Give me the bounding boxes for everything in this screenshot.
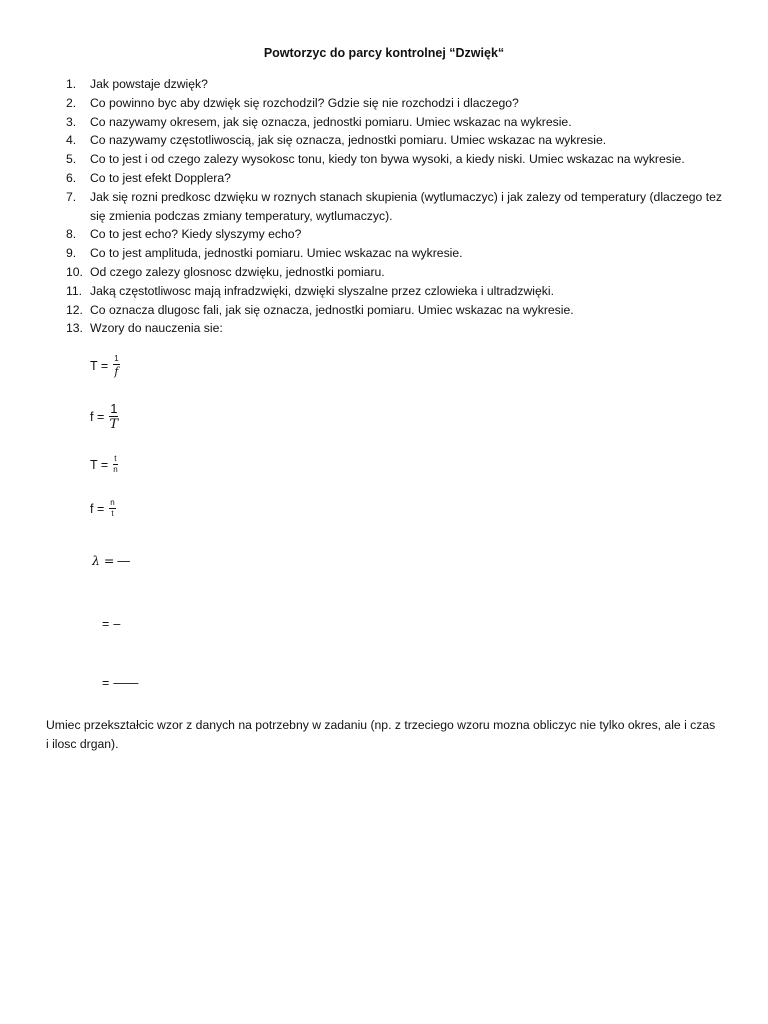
- list-item: [48, 150, 728, 169]
- list-item: [48, 113, 728, 132]
- item-text: Co to jest i od czego zalezy wysokosc tonu, kiedy ton bywa wysoki, a kiedy niski. Umiec wskazac na wykresie.: [90, 152, 685, 167]
- formula-rhs: –: [113, 617, 121, 631]
- numerator: 1: [114, 354, 119, 363]
- item-number: 11.: [66, 283, 83, 298]
- list-item: [48, 169, 728, 188]
- formula-rhs: —: [117, 553, 130, 568]
- numerator: 1: [110, 401, 118, 416]
- list-item: [48, 188, 728, 226]
- item-text: Od czego zalezy glosnosc dzwięku, jednostki pomiaru.: [90, 264, 385, 279]
- item-number: 12.: [66, 302, 83, 317]
- formula-period-time: [90, 455, 118, 474]
- denominator: t: [111, 509, 114, 518]
- list-item: [48, 319, 728, 338]
- denominator: T: [109, 417, 119, 432]
- list-item: [48, 225, 728, 244]
- formula-lhs: =: [102, 676, 110, 690]
- item-number: 4.: [66, 133, 77, 148]
- formula-line-7: [102, 676, 138, 690]
- item-number: 9.: [66, 246, 77, 261]
- item-text: Jak się rozni predkosc dzwięku w roznych stanach skupienia (wytlumaczyc) i jak zalezy od temperatury (dlaczego tez się zmienia podczas zmiany temperatury, wytlumaczyc).: [90, 189, 722, 223]
- formula-wavelength: [92, 553, 130, 568]
- item-number: 8.: [66, 227, 77, 242]
- formula-frequency-count: [90, 499, 116, 518]
- list-item: [48, 301, 728, 320]
- item-text: Jak powstaje dzwięk?: [90, 77, 208, 91]
- fraction: [113, 355, 119, 377]
- numerator: t: [114, 454, 117, 463]
- formula-lhs: λ =: [92, 553, 115, 568]
- item-number: 3.: [66, 114, 77, 129]
- item-text: Co powinno byc aby dzwięk się rozchodzil? Gdzie się nie rozchodzi i dlaczego?: [90, 95, 519, 110]
- item-text: Co to jest efekt Dopplera?: [90, 170, 231, 185]
- item-number: 7.: [66, 189, 77, 204]
- formula-lhs: T =: [90, 359, 109, 373]
- list-item: [48, 244, 728, 263]
- formula-lhs: =: [102, 617, 110, 631]
- item-text: Jaką częstotliwosc mają infradzwięki, dzwięki slyszalne przez czlowieka i ultradzwięki.: [90, 283, 554, 298]
- formula-frequency-period: [90, 402, 118, 431]
- formula-lhs: f =: [90, 501, 105, 516]
- formula-period-frequency: [90, 355, 120, 377]
- question-list: [48, 75, 728, 338]
- item-text: Wzory do nauczenia sie:: [90, 321, 223, 336]
- list-item: [48, 282, 728, 301]
- item-text: Co nazywamy częstotliwoscią, jak się oznacza, jednostki pomiaru. Umiec wskazac na wykresie.: [90, 133, 607, 148]
- item-text: Co to jest echo? Kiedy slyszymy echo?: [90, 227, 302, 242]
- fraction: [109, 402, 118, 431]
- footer-note: Umiec przekształcic wzor z danych na potrzebny w zadaniu (np. z trzeciego wzoru mozna obliczyc nie tylko okres, ale i czas i ilosc drgan).: [46, 718, 716, 751]
- denominator: f: [114, 365, 119, 378]
- item-text: Co nazywamy okresem, jak się oznacza, jednostki pomiaru. Umiec wskazac na wykresie.: [90, 114, 572, 129]
- list-item: [48, 94, 728, 113]
- fraction: [113, 455, 117, 474]
- fraction: [109, 499, 115, 518]
- item-text: Co to jest amplituda, jednostki pomiaru. Umiec wskazac na wykresie.: [90, 246, 463, 261]
- item-number: 6.: [66, 170, 77, 185]
- item-number: 1.: [66, 77, 77, 91]
- list-item: [48, 131, 728, 150]
- item-number: 2.: [66, 95, 77, 110]
- item-text: Co oznacza dlugosc fali, jak się oznacza, jednostki pomiaru. Umiec wskazac na wykresie.: [90, 302, 574, 317]
- denominator: n: [113, 465, 118, 474]
- item-number: 5.: [66, 152, 77, 167]
- list-item: [48, 263, 728, 282]
- formula-lhs: f =: [90, 409, 105, 424]
- list-item: [48, 75, 728, 94]
- item-number: 10.: [66, 264, 83, 279]
- numerator: n: [110, 498, 115, 507]
- formula-lhs: T =: [90, 457, 109, 472]
- formula-line-6: [102, 617, 120, 631]
- document-title: Powtorzyc do parcy kontrolnej “Dzwięk“: [263, 46, 505, 60]
- formula-rhs: ——: [113, 676, 139, 690]
- item-number: 13.: [66, 321, 83, 336]
